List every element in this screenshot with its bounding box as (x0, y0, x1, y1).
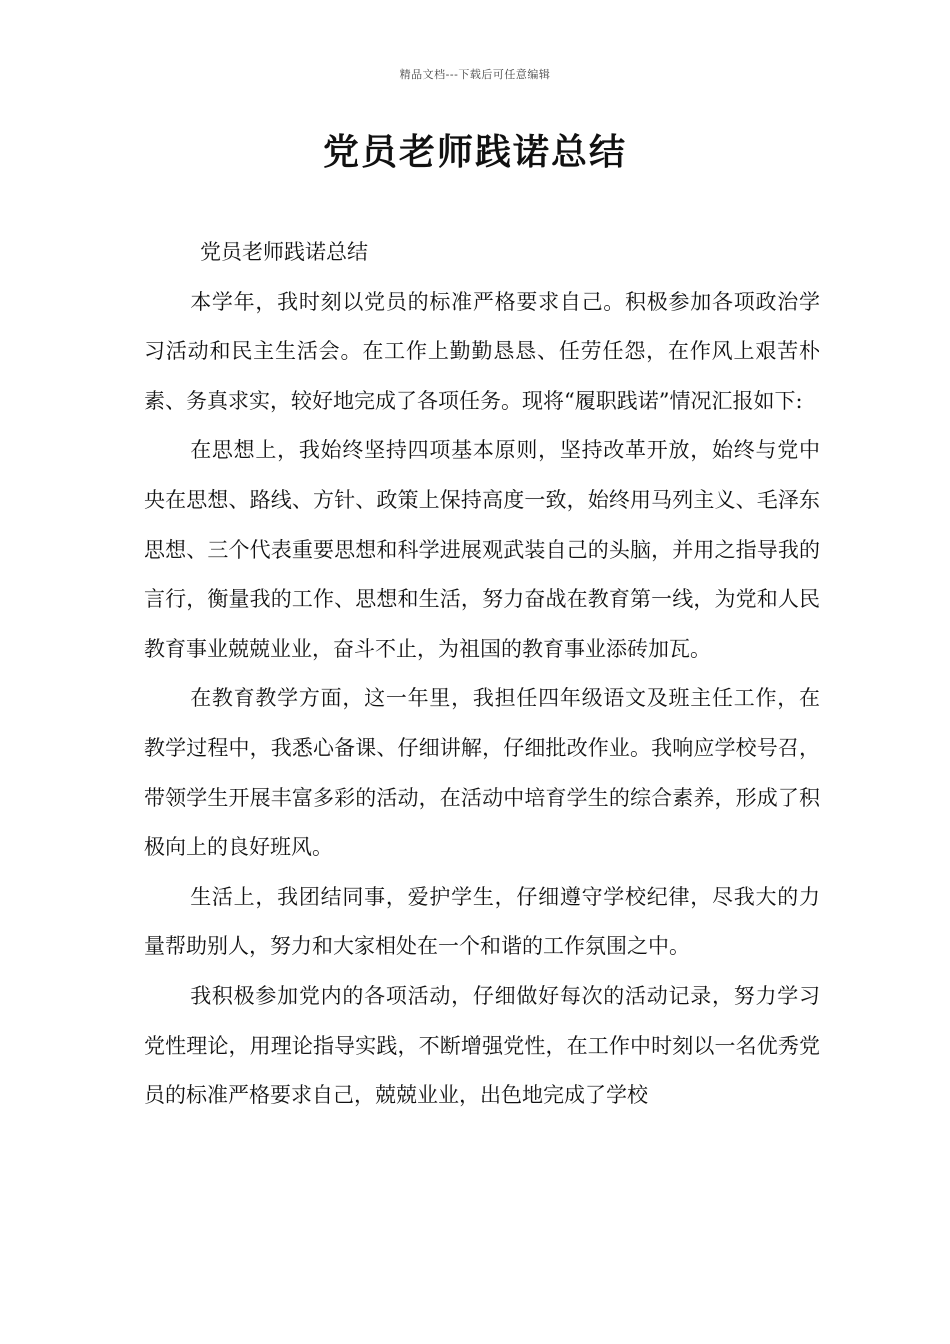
document-title: 党员老师践诺总结 (322, 131, 627, 173)
document-body (144, 228, 820, 1121)
document-subtitle: 党员老师践诺总结 (200, 240, 368, 264)
paragraph-thought: 在思想上，我始终坚持四项基本原则，坚持改革开放，始终与党中央在思想、路线、方针、政策上保持高度一致，始终用马列主义、毛泽东思想、三个代表重要思想和科学进展观武装自己的头脑，并用之指导我的言行，衡量我的工作、思想和生活，努力奋战在教育第一线，为党和人民教育事业兢兢业业，奋斗不止，为祖国的教育事业添砖加瓦。 (144, 438, 820, 661)
paragraph-teaching: 在教育教学方面，这一年里，我担任四年级语文及班主任工作，在教学过程中，我悉心备课、仔细讲解，仔细批改作业。我响应学校号召，带领学生开展丰富多彩的活动，在活动中培育学生的综合素养，形成了积极向上的良好班风。 (144, 686, 820, 860)
paragraph-life: 生活上，我团结同事，爱护学生，仔细遵守学校纪律，尽我大的力量帮助别人，努力和大家相处在一个和谐的工作氛围之中。 (144, 884, 820, 959)
paragraph-party-activities: 我积极参加党内的各项活动，仔细做好每次的活动记录，努力学习党性理论，用理论指导实践，不断增强党性，在工作中时刻以一名优秀党员的标准严格要求自己，兢兢业业，出色地完成了学校 (144, 983, 820, 1108)
header-note: 精品文档---下载后可任意编辑 (399, 68, 551, 81)
paragraph-intro: 本学年，我时刻以党员的标准严格要求自己。积极参加各项政治学习活动和民主生活会。在工作上勤勤恳恳、任劳任怨，在作风上艰苦朴素、务真求实，较好地完成了各项任务。现将“履职践诺”情况汇报如下: (144, 289, 820, 413)
